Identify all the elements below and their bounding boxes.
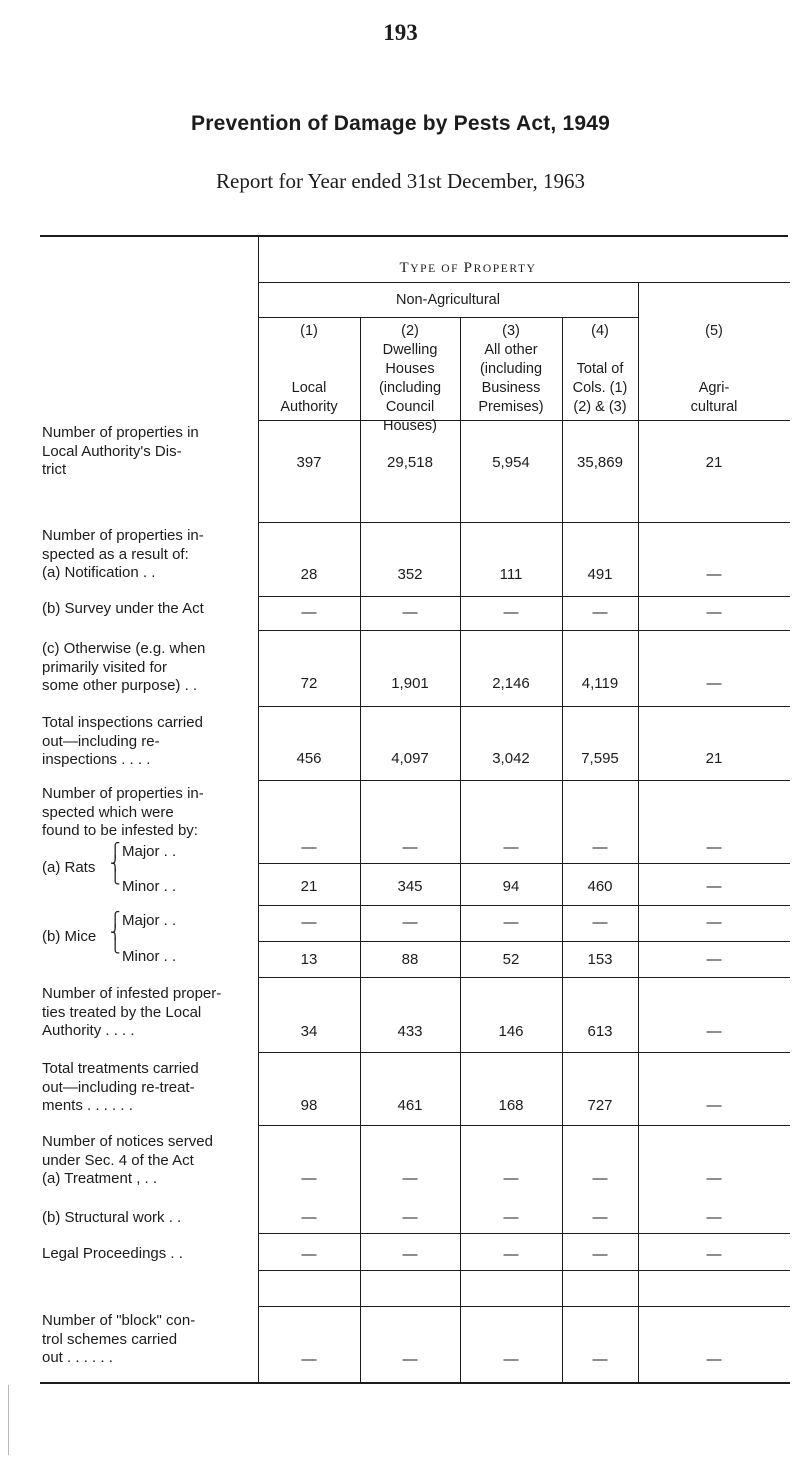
brace-icon: ⎧ ⎨ ⎩ [110, 843, 121, 885]
row-rule [258, 905, 790, 906]
row-label: (c) Otherwise (e.g. when [42, 640, 206, 657]
column-number-2: (2) [401, 323, 419, 339]
table-cell: — [301, 1246, 317, 1263]
row-label: found to be infested by: [42, 822, 198, 839]
row-rule [258, 706, 790, 707]
row-label: out—including re- [42, 732, 160, 750]
table-cell: — [402, 1170, 418, 1187]
row-group-label: (a) Rats [42, 859, 96, 876]
table-cell: 72 [300, 675, 318, 692]
table-cell: — [503, 839, 519, 856]
column-number-1: (1) [300, 323, 318, 339]
table-cell: — [706, 1209, 722, 1226]
report-subtitle: Report for Year ended 31st December, 1963 [216, 169, 585, 193]
table-cell: — [706, 566, 722, 583]
table-cell: 21 [705, 454, 723, 471]
table-cell: — [503, 1209, 519, 1226]
row-rule [258, 596, 790, 597]
row-label: ments . . . . . . [42, 1097, 133, 1114]
row-label: spected which were [42, 803, 174, 821]
table-cell: 461 [397, 1097, 423, 1114]
table-cell: — [592, 1351, 608, 1368]
table-cell: 4,119 [581, 675, 619, 692]
column-header-line: Houses) [383, 418, 437, 434]
table-cell: — [706, 914, 722, 931]
table-cell: — [592, 839, 608, 856]
column-header-line: Local [291, 380, 327, 396]
column-header-line: cultural [690, 399, 738, 415]
table-cell: 433 [397, 1023, 423, 1040]
table-cell: — [301, 1170, 317, 1187]
table-cell: — [402, 914, 418, 931]
table-cell: — [706, 878, 722, 895]
column-header-line: Cols. (1) [572, 380, 628, 396]
table-cell: 153 [587, 951, 613, 968]
table-cell: — [592, 914, 608, 931]
table-cell: — [706, 1246, 722, 1263]
table-cell: — [503, 914, 519, 931]
table-cell: 456 [296, 750, 322, 767]
column-header-line: Dwelling [382, 342, 438, 358]
column-number-4: (4) [591, 323, 609, 339]
table-cell: 21 [705, 750, 723, 767]
table-cell: 2,146 [492, 675, 530, 692]
row-sub-label: Minor . . [122, 878, 177, 895]
row-label: trict [42, 461, 67, 478]
table-cell: — [301, 1351, 317, 1368]
table-cell: — [402, 839, 418, 856]
table-cell: 29,518 [387, 454, 433, 471]
row-label: trol schemes carried [42, 1330, 178, 1348]
table-cell: — [592, 1246, 608, 1263]
row-sub-label: Major . . [122, 843, 177, 860]
table-cell: — [706, 1023, 722, 1040]
column-header-line: Houses [385, 361, 435, 377]
type-of-property-header: TYPE OF PROPERTY [399, 260, 537, 276]
table-bottom-rule [40, 1382, 790, 1384]
table-cell: 34 [300, 1023, 318, 1040]
column-header-line: Premises) [478, 399, 544, 415]
row-label: out—including re-treat- [42, 1078, 195, 1096]
page-number: 193 [383, 20, 418, 45]
row-label: spected as a result of: [42, 545, 189, 563]
table-cell: — [503, 1170, 519, 1187]
table-cell: 397 [296, 454, 322, 471]
row-label: Authority . . . . [42, 1022, 135, 1039]
table-cell: 3,042 [492, 750, 530, 767]
table-cell: — [301, 604, 317, 621]
column-header-line: Total of [576, 361, 624, 377]
column-header-line: (including [479, 361, 543, 377]
table-cell: 28 [300, 566, 318, 583]
table-cell: 727 [587, 1097, 613, 1114]
row-label: Number of properties in- [42, 527, 204, 544]
table-cell: 345 [397, 878, 423, 895]
table-cell: — [706, 951, 722, 968]
table-cell: 5,954 [492, 454, 530, 471]
row-rule [258, 630, 790, 631]
row-label: Number of infested proper- [42, 985, 222, 1002]
row-label: Total treatments carried [42, 1060, 199, 1077]
table-cell: — [706, 1097, 722, 1114]
table-cell: — [503, 1246, 519, 1263]
row-rule [258, 1306, 790, 1307]
table-cell: 94 [502, 878, 520, 895]
table-cell: 7,595 [581, 750, 619, 767]
table-cell: — [503, 604, 519, 621]
row-label: under Sec. 4 of the Act [42, 1151, 194, 1169]
table-cell: 35,869 [577, 454, 623, 471]
row-label: (a) Notification . . [42, 564, 156, 581]
row-label: (b) Survey under the Act [42, 600, 204, 617]
row-label: primarily visited for [42, 658, 168, 676]
table-cell: 13 [300, 951, 318, 968]
column-header-line: Business [481, 380, 541, 396]
row-label: Number of properties in [42, 424, 199, 441]
row-label: Number of notices served [42, 1133, 213, 1150]
table-cell: — [503, 1351, 519, 1368]
row-label: Total inspections carried [42, 714, 203, 731]
row-label: (a) Treatment , . . [42, 1170, 158, 1187]
column-header-line: Authority [280, 399, 338, 415]
row-group-label: (b) Mice [42, 928, 97, 945]
table-cell: — [301, 839, 317, 856]
non-agricultural-header: Non-Agricultural [396, 292, 500, 308]
table-cell: — [706, 604, 722, 621]
report-title: Prevention of Damage by Pests Act, 1949 [190, 112, 610, 135]
row-label: Legal Proceedings . . [42, 1245, 183, 1262]
row-sub-label: Major . . [122, 912, 177, 929]
row-label: out . . . . . . [42, 1349, 113, 1366]
row-label: some other purpose) . . [42, 677, 198, 694]
header-bottom-rule [258, 420, 790, 421]
column-header-line: All other [484, 342, 538, 358]
table-cell: — [592, 1209, 608, 1226]
column-header-line: (including [378, 380, 442, 396]
table-cell: — [301, 1209, 317, 1226]
table-cell: — [706, 675, 722, 692]
column-header-line: Council [385, 399, 435, 415]
table-cell: — [402, 1246, 418, 1263]
table-cell: 352 [397, 566, 423, 583]
non-agri-top-rule [258, 282, 790, 283]
table-cell: 1,901 [391, 675, 429, 692]
table-cell: 21 [300, 878, 318, 895]
row-label: Number of properties in- [42, 785, 204, 802]
column-header-line: (2) & (3) [573, 399, 627, 415]
table-cell: — [402, 1209, 418, 1226]
table-cell: 146 [498, 1023, 524, 1040]
table-cell: — [402, 1351, 418, 1368]
row-label: ties treated by the Local [42, 1003, 202, 1021]
table-top-rule [40, 235, 788, 237]
row-rule [258, 1125, 790, 1126]
table-cell: — [402, 604, 418, 621]
brace-icon: ⎧ ⎨ ⎩ [110, 912, 121, 954]
row-label: (b) Structural work . . [42, 1209, 182, 1226]
table-cell: — [706, 839, 722, 856]
table-cell: 52 [502, 951, 520, 968]
row-rule [258, 863, 790, 864]
column-header-line: Agri- [698, 380, 730, 396]
table-cell: 88 [401, 951, 419, 968]
row-label: Local Authority's Dis- [42, 442, 182, 460]
table-cell: 4,097 [391, 750, 429, 767]
table-cell: 111 [499, 566, 523, 583]
table-cell: 168 [498, 1097, 524, 1114]
table-cell: 98 [300, 1097, 318, 1114]
row-rule [258, 941, 790, 942]
col-header-top-rule [258, 317, 638, 318]
table-cell: — [706, 1351, 722, 1368]
row-rule [258, 977, 790, 978]
table-cell: 460 [587, 878, 613, 895]
row-rule [258, 780, 790, 781]
table-cell: 613 [587, 1023, 613, 1040]
row-label: Number of "block" con- [42, 1312, 196, 1329]
column-number-5: (5) [705, 323, 723, 339]
row-rule [258, 1233, 790, 1234]
column-number-3: (3) [502, 323, 520, 339]
table-cell: — [592, 1170, 608, 1187]
row-rule [258, 522, 790, 523]
row-label: inspections . . . . [42, 751, 151, 768]
table-cell: 491 [587, 566, 613, 583]
table-cell: — [706, 1170, 722, 1187]
row-rule [258, 1052, 790, 1053]
row-rule [258, 1270, 790, 1271]
row-sub-label: Minor . . [122, 948, 177, 965]
scan-margin-line [8, 1385, 9, 1455]
table-cell: — [301, 914, 317, 931]
table-cell: — [592, 604, 608, 621]
